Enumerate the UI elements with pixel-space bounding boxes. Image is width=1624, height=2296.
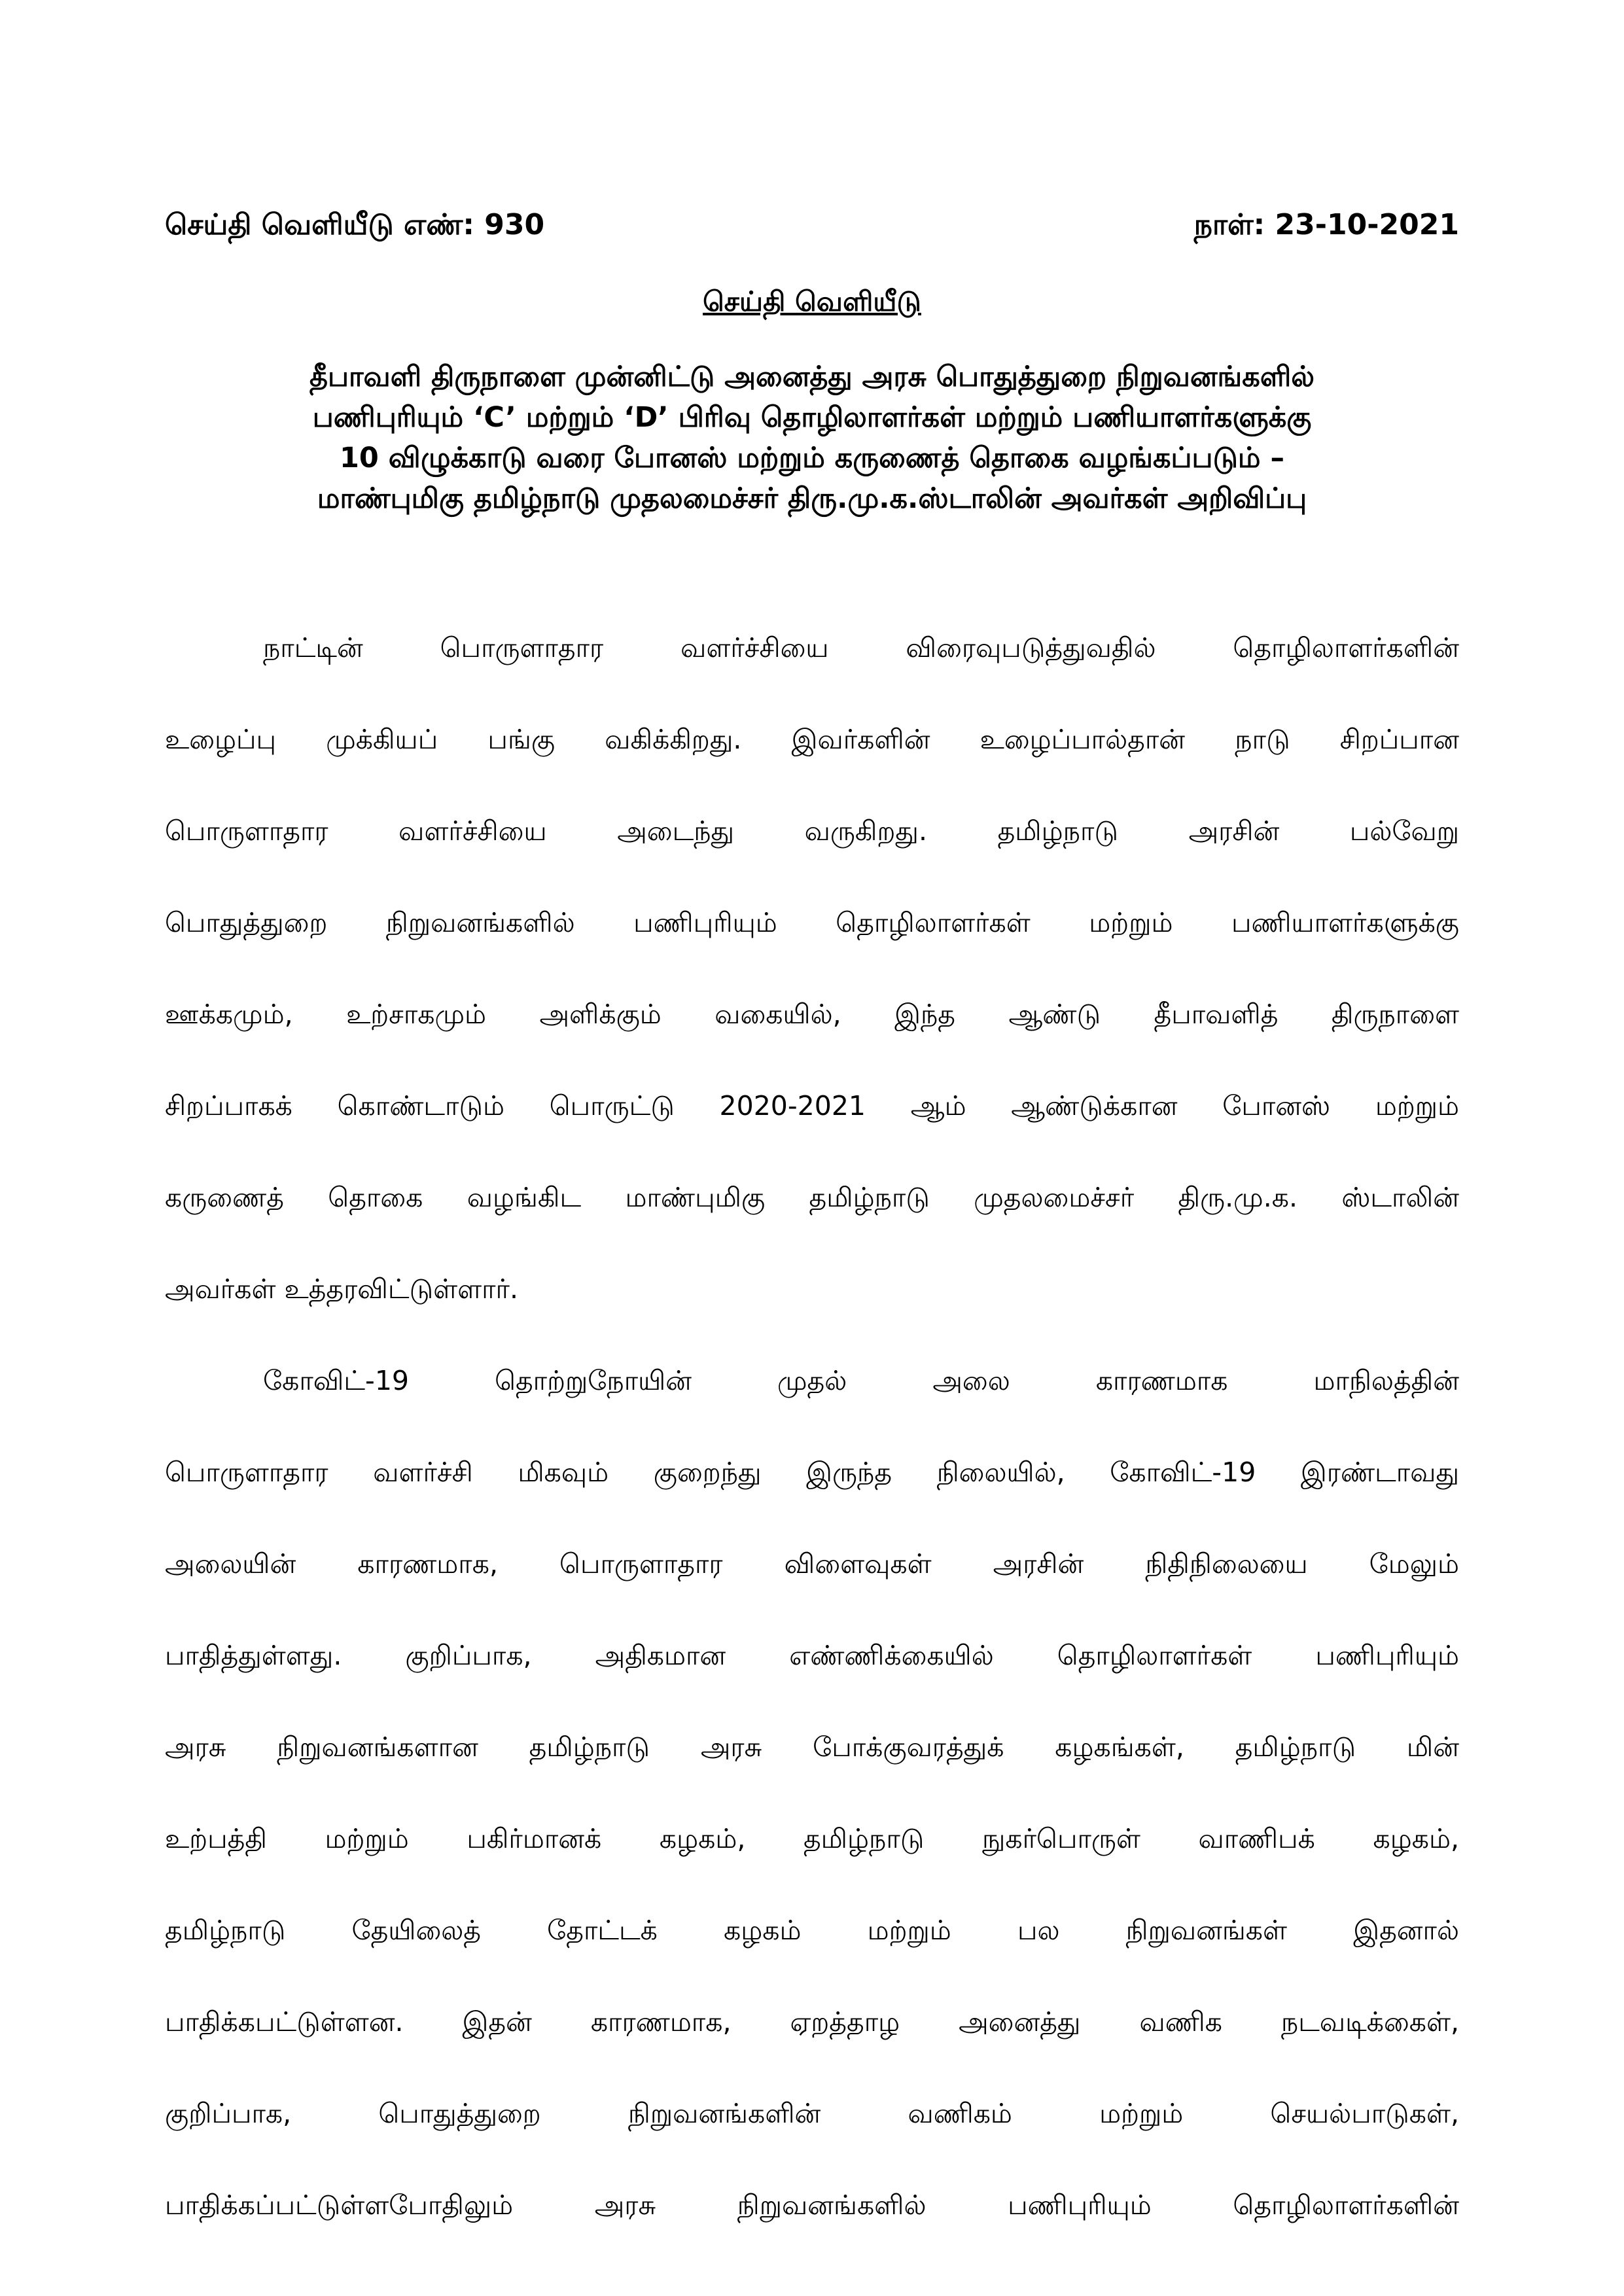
paragraph-line: குறிப்பாக, பொதுத்துறை நிறுவனங்களின் வணிகம் மற்றும் செயல்பாடுகள், <box>165 2098 1459 2129</box>
paragraph-1 <box>165 602 1459 1335</box>
headline <box>165 357 1459 519</box>
paragraph-line: பாதிக்கபட்டுள்ளன. இதன் காரணமாக, ஏறத்தாழ அனைத்து வணிக நடவடிக்கைள், <box>165 2006 1459 2038</box>
paragraph-line: பாதிக்கப்பட்டுள்ளபோதிலும் அரசு நிறுவனங்களில் பணிபுரியும் தொழிலாளர்களின் <box>165 2189 1459 2221</box>
release-number: செய்தி வெளியீடு எண்: 930 <box>165 208 545 241</box>
paragraph-line: அவர்கள் உத்தரவிட்டுள்ளார். <box>165 1273 519 1305</box>
paragraph-line: உற்பத்தி மற்றும் பகிர்மானக் கழகம், தமிழ்நாடு நுகர்பொருள் வாணிபக் கழகம், <box>165 1823 1459 1854</box>
body-text <box>165 602 1459 2251</box>
headline-line: 10 விழுக்காடு வரை போனஸ் மற்றும் கருணைத் தொகை வழங்கப்படும் – <box>340 442 1284 474</box>
paragraph-line: தமிழ்நாடு தேயிலைத் தோட்டக் கழகம் மற்றும் பல நிறுவனங்கள் இதனால் <box>165 1915 1459 1946</box>
headline-line: பணிபுரியும் ‘C’ மற்றும் ‘D’ பிரிவு தொழிலாளர்கள் மற்றும் பணியாளர்களுக்கு <box>312 401 1312 434</box>
paragraph-line: பொருளாதார வளர்ச்சி மிகவும் குறைந்து இருந்த நிலையில், கோவிட்-19 இரண்டாவது <box>165 1457 1459 1488</box>
headline-line: மாண்புமிகு தமிழ்நாடு முதலமைச்சர் திரு.மு.க.ஸ்டாலின் அவர்கள் அறிவிப்பு <box>317 482 1307 515</box>
paragraph-line: அலையின் காரணமாக, பொருளாதார விளைவுகள் அரசின் நிதிநிலையை மேலும் <box>165 1548 1459 1580</box>
headline-line: தீபாவளி திருநாளை முன்னிட்டு அனைத்து அரசு பொதுத்துறை நிறுவனங்களில் <box>309 361 1315 393</box>
paragraph-line: கருணைத் தொகை வழங்கிட மாண்புமிகு தமிழ்நாடு முதலமைச்சர் திரு.மு.க. ஸ்டாலின் <box>165 1182 1459 1213</box>
header <box>165 208 1459 254</box>
paragraph-line: உழைப்பு முக்கியப் பங்கு வகிக்கிறது. இவர்களின் உழைப்பால்தான் நாடு சிறப்பான <box>165 724 1459 755</box>
paragraph-line: கோவிட்-19 தொற்றுநோயின் முதல் அலை காரணமாக மாநிலத்தின் <box>263 1365 1459 1396</box>
paragraph-line: சிறப்பாகக் கொண்டாடும் பொருட்டு 2020-2021 ஆம் ஆண்டுக்கான போனஸ் மற்றும் <box>165 1090 1459 1122</box>
paragraph-2 <box>165 1335 1459 2251</box>
paragraph-line: பொருளாதார வளர்ச்சியை அடைந்து வருகிறது. தமிழ்நாடு அரசின் பல்வேறு <box>165 815 1459 847</box>
paragraph-line: அரசு நிறுவனங்களான தமிழ்நாடு அரசு போக்குவரத்துக் கழகங்கள், தமிழ்நாடு மின் <box>165 1731 1459 1763</box>
release-date: நாள்: 23-10-2021 <box>1193 208 1459 241</box>
paragraph-line: ஊக்கமும், உற்சாகமும் அளிக்கும் வகையில், இந்த ஆண்டு தீபாவளித் திருநாளை <box>165 998 1459 1030</box>
document-label: செய்தி வெளியீடு <box>703 285 921 317</box>
paragraph-line: பாதித்துள்ளது. குறிப்பாக, அதிகமான எண்ணிக்கையில் தொழிலாளர்கள் பணிபுரியும் <box>165 1640 1459 1671</box>
paragraph-line: பொதுத்துறை நிறுவனங்களில் பணிபுரியும் தொழிலாளர்கள் மற்றும் பணியாளர்களுக்கு <box>165 907 1459 938</box>
paragraph-line: நாட்டின் பொருளாதார வளர்ச்சியை விரைவுபடுத்துவதில் தொழிலாளர்களின் <box>263 632 1459 663</box>
